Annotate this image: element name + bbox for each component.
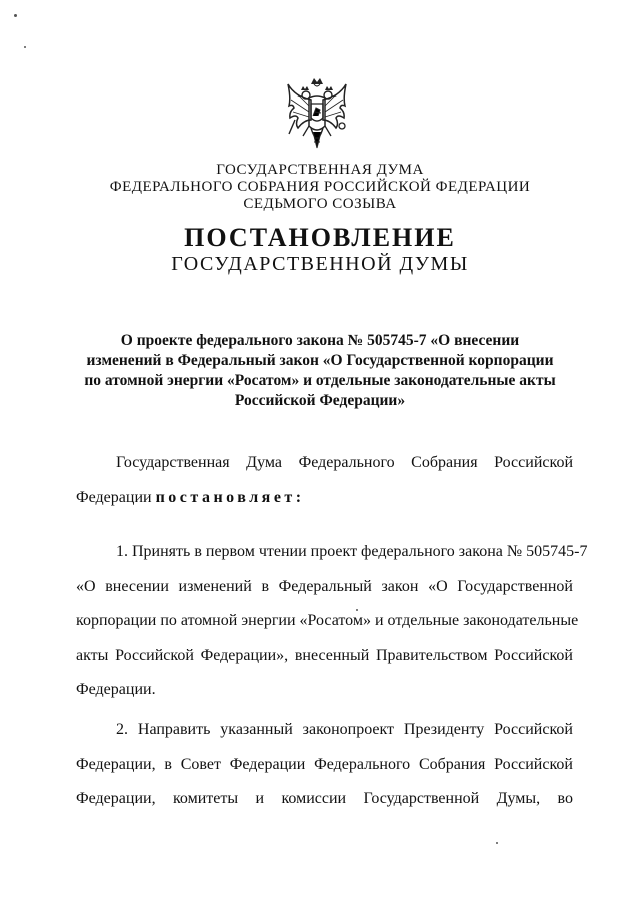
paragraph-line: 2. Направить указанный законопроект Президенту Российской (116, 721, 573, 738)
document-subtitle: ГОСУДАРСТВЕННОЙ ДУМЫ (171, 253, 469, 275)
document-subject (60, 331, 580, 411)
subject-line: изменений в Федеральный закон «О Государственной корпорации (86, 352, 554, 369)
header-line-assembly: ФЕДЕРАЛЬНОГО СОБРАНИЯ РОССИЙСКОЙ ФЕДЕРАЦИИ (109, 179, 531, 195)
paragraph-preamble (76, 446, 573, 515)
scan-speck (496, 842, 498, 844)
paragraph-line: 1. Принять в первом чтении проект федерального закона № 505745-7 (116, 543, 588, 560)
paragraph-line: Федерации. (76, 681, 156, 699)
paragraph-line: «О внесении изменений в Федеральный закон «О Государственной (76, 577, 573, 595)
resolves-keyword: постановляет: (155, 488, 305, 506)
subject-line: О проекте федерального закона № 505745-7 «О внесении (120, 332, 520, 349)
document-title: ПОСТАНОВЛЕНИЕ (184, 223, 456, 252)
paragraph-line: Федерации, комитеты и комиссии Государственной Думы, во (76, 790, 573, 808)
paragraph-item-1 (76, 535, 588, 708)
paragraph-line: корпорации по атомной энергии «Росатом» и отдельные законодательные (76, 612, 579, 630)
subject-line: по атомной энергии «Росатом» и отдельные законодательные акты (84, 372, 556, 389)
subject-line: Российской Федерации» (234, 392, 406, 409)
header-line-duma: ГОСУДАРСТВЕННАЯ ДУМА (216, 162, 424, 178)
paragraph-line: Государственная Дума Федерального Собрания Российской (116, 454, 573, 471)
paragraph-line (76, 481, 573, 516)
scan-speck (14, 14, 17, 17)
paragraph-line: Федерации, в Совет Федерации Федерального Собрания Российской (76, 755, 573, 773)
scan-speck (24, 46, 26, 48)
coat-of-arms-emblem (285, 76, 349, 160)
paragraph-item-2 (76, 713, 573, 817)
preamble-text: Федерации (76, 488, 152, 506)
header-line-convocation: СЕДЬМОГО СОЗЫВА (243, 196, 397, 212)
paragraph-line: акты Российской Федерации», внесенный Правительством Российской (76, 646, 573, 664)
